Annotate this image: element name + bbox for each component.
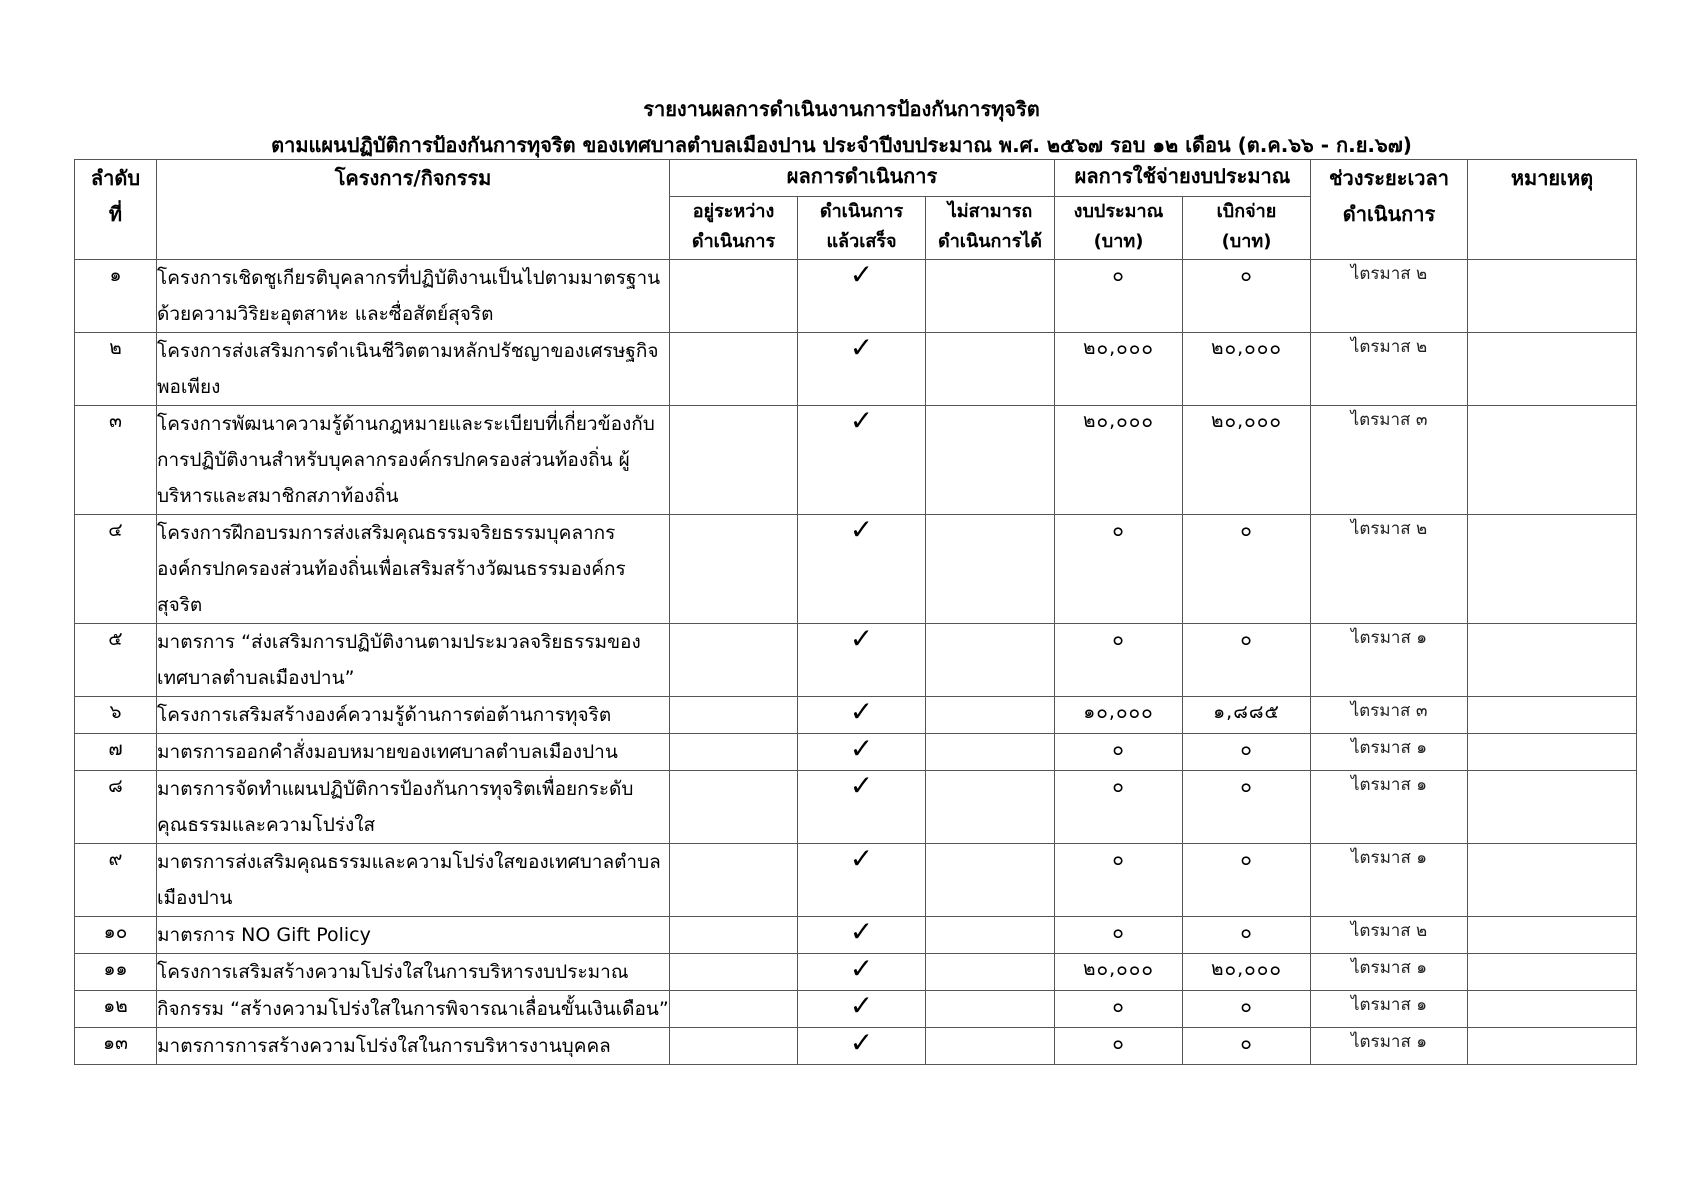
table-row — [75, 771, 1637, 844]
completed-cell — [798, 333, 926, 406]
project-name: โครงการส่งเสริมการดำเนินชีวิตตามหลักปรัชญาของเศรษฐกิจพอเพียง — [157, 333, 670, 406]
table-row — [75, 734, 1637, 771]
table-header — [75, 160, 1637, 260]
remarks-cell — [1468, 954, 1637, 991]
budget-amount: ๐ — [1055, 624, 1183, 697]
project-name: โครงการพัฒนาความรู้ด้านกฎหมายและระเบียบที่เกี่ยวข้องกับการปฏิบัติงานสำหรับบุคลากรองค์กรปกครองส่วนท้องถิ่น ผู้บริหารและสมาชิกสภาท้องถิ่น — [157, 406, 670, 515]
not-possible-cell — [926, 954, 1055, 991]
completed-cell — [798, 734, 926, 771]
spent-amount: ๐ — [1183, 624, 1311, 697]
budget-amount: ๐ — [1055, 771, 1183, 844]
completed-cell — [798, 406, 926, 515]
period-cell: ไตรมาส ๑ — [1311, 734, 1468, 771]
in-progress-cell — [670, 406, 798, 515]
remarks-cell — [1468, 1028, 1637, 1065]
spent-amount: ๐ — [1183, 1028, 1311, 1065]
not-possible-cell — [926, 734, 1055, 771]
budget-amount: ๐ — [1055, 1028, 1183, 1065]
remarks-cell — [1468, 771, 1637, 844]
check-icon: ✓ — [849, 331, 874, 364]
in-progress-cell — [670, 624, 798, 697]
project-name: มาตรการส่งเสริมคุณธรรมและความโปร่งใสของเทศบาลตำบลเมืองปาน — [157, 844, 670, 917]
budget-amount: ๐ — [1055, 991, 1183, 1028]
col-result-group-header: ผลการดำเนินการ — [670, 160, 1055, 197]
remarks-cell — [1468, 624, 1637, 697]
table-row — [75, 917, 1637, 954]
col-order-label-2: ที่ — [108, 202, 123, 226]
in-progress-cell — [670, 697, 798, 734]
completed-cell — [798, 697, 926, 734]
period-cell: ไตรมาส ๑ — [1311, 954, 1468, 991]
col-not-possible-label-2: ดำเนินการได้ — [938, 231, 1042, 252]
in-progress-cell — [670, 1028, 798, 1065]
remarks-cell — [1468, 844, 1637, 917]
col-budget-group-header: ผลการใช้จ่ายงบประมาณ — [1055, 160, 1311, 197]
col-period-header — [1311, 160, 1468, 260]
completed-cell — [798, 1028, 926, 1065]
project-name: โครงการฝึกอบรมการส่งเสริมคุณธรรมจริยธรรมบุคลากรองค์กรปกครองส่วนท้องถิ่นเพื่อเสริมสร้างวัฒนธรรมองค์กรสุจริต — [157, 515, 670, 624]
col-budget-label-2: (บาท) — [1093, 231, 1144, 252]
col-order-label-1: ลำดับ — [90, 166, 141, 190]
spent-amount: ๐ — [1183, 771, 1311, 844]
budget-amount: ๒๐,๐๐๐ — [1055, 333, 1183, 406]
remarks-cell — [1468, 734, 1637, 771]
not-possible-cell — [926, 1028, 1055, 1065]
remarks-cell — [1468, 697, 1637, 734]
row-number: ๖ — [75, 697, 157, 734]
col-not-possible-header — [926, 197, 1055, 260]
budget-amount: ๒๐,๐๐๐ — [1055, 406, 1183, 515]
project-name: มาตรการ “ส่งเสริมการปฏิบัติงานตามประมวลจริยธรรมของเทศบาลตำบลเมืองปาน” — [157, 624, 670, 697]
check-icon: ✓ — [849, 769, 874, 802]
period-cell: ไตรมาส ๒ — [1311, 917, 1468, 954]
completed-cell — [798, 771, 926, 844]
budget-amount: ๑๐,๐๐๐ — [1055, 697, 1183, 734]
remarks-cell — [1468, 991, 1637, 1028]
spent-amount: ๐ — [1183, 734, 1311, 771]
not-possible-cell — [926, 844, 1055, 917]
report-title: รายงานผลการดำเนินงานการป้องกันการทุจริต — [643, 97, 1040, 121]
col-budget-label-1: งบประมาณ — [1073, 201, 1164, 222]
report-table — [74, 159, 1637, 1065]
spent-amount: ๒๐,๐๐๐ — [1183, 333, 1311, 406]
col-not-possible-label-1: ไม่สามารถ — [947, 201, 1033, 222]
period-cell: ไตรมาส ๓ — [1311, 406, 1468, 515]
budget-amount: ๐ — [1055, 734, 1183, 771]
not-possible-cell — [926, 917, 1055, 954]
completed-cell — [798, 624, 926, 697]
row-number: ๘ — [75, 771, 157, 844]
project-name: โครงการเชิดชูเกียรติบุคลากรที่ปฏิบัติงานเป็นไปตามมาตรฐาน ด้วยความวิริยะอุตสาหะ และซื่อสัตย์สุจริต — [157, 260, 670, 333]
in-progress-cell — [670, 515, 798, 624]
period-cell: ไตรมาส ๒ — [1311, 333, 1468, 406]
period-cell: ไตรมาส ๒ — [1311, 260, 1468, 333]
in-progress-cell — [670, 844, 798, 917]
period-cell: ไตรมาส ๑ — [1311, 771, 1468, 844]
spent-amount: ๐ — [1183, 917, 1311, 954]
row-number: ๓ — [75, 406, 157, 515]
row-number: ๑๐ — [75, 917, 157, 954]
not-possible-cell — [926, 260, 1055, 333]
not-possible-cell — [926, 515, 1055, 624]
in-progress-cell — [670, 260, 798, 333]
not-possible-cell — [926, 697, 1055, 734]
check-icon: ✓ — [849, 1026, 874, 1059]
budget-amount: ๒๐,๐๐๐ — [1055, 954, 1183, 991]
check-icon: ✓ — [849, 732, 874, 765]
project-name: มาตรการ NO Gift Policy — [157, 917, 670, 954]
col-period-label-2: ดำเนินการ — [1342, 202, 1436, 226]
row-number: ๒ — [75, 333, 157, 406]
check-icon: ✓ — [849, 258, 874, 291]
check-icon: ✓ — [849, 513, 874, 546]
not-possible-cell — [926, 333, 1055, 406]
spent-amount: ๐ — [1183, 991, 1311, 1028]
completed-cell — [798, 844, 926, 917]
row-number: ๑๓ — [75, 1028, 157, 1065]
period-cell: ไตรมาส ๑ — [1311, 991, 1468, 1028]
period-cell: ไตรมาส ๒ — [1311, 515, 1468, 624]
not-possible-cell — [926, 771, 1055, 844]
check-icon: ✓ — [849, 842, 874, 875]
period-cell: ไตรมาส ๑ — [1311, 844, 1468, 917]
spent-amount: ๒๐,๐๐๐ — [1183, 954, 1311, 991]
col-completed-label-2: แล้วเสร็จ — [826, 231, 897, 252]
row-number: ๙ — [75, 844, 157, 917]
completed-cell — [798, 954, 926, 991]
table-row — [75, 697, 1637, 734]
project-name: โครงการเสริมสร้างองค์ความรู้ด้านการต่อต้านการทุจริต — [157, 697, 670, 734]
completed-cell — [798, 260, 926, 333]
row-number: ๑๒ — [75, 991, 157, 1028]
remarks-cell — [1468, 917, 1637, 954]
spent-amount: ๐ — [1183, 260, 1311, 333]
project-name: มาตรการการสร้างความโปร่งใสในการบริหารงานบุคคล — [157, 1028, 670, 1065]
not-possible-cell — [926, 406, 1055, 515]
spent-amount: ๐ — [1183, 515, 1311, 624]
table-row — [75, 406, 1637, 515]
budget-amount: ๐ — [1055, 917, 1183, 954]
col-in-progress-label-2: ดำเนินการ — [691, 231, 776, 252]
row-number: ๑๑ — [75, 954, 157, 991]
remarks-cell — [1468, 406, 1637, 515]
col-remarks-header: หมายเหตุ — [1468, 160, 1637, 260]
table-row — [75, 515, 1637, 624]
period-cell: ไตรมาส ๑ — [1311, 624, 1468, 697]
report-subtitle: ตามแผนปฏิบัติการป้องกันการทุจริต ของเทศบาลตำบลเมืองปาน ประจำปีงบประมาณ พ.ศ. ๒๕๖๗ รอบ ๑๒ เดือน (ต.ค.๖๖ - ก.ย.๖๗) — [271, 133, 1412, 157]
project-name: โครงการเสริมสร้างความโปร่งใสในการบริหารงบประมาณ — [157, 954, 670, 991]
row-number: ๗ — [75, 734, 157, 771]
remarks-cell — [1468, 515, 1637, 624]
remarks-cell — [1468, 260, 1637, 333]
budget-amount: ๐ — [1055, 515, 1183, 624]
completed-cell — [798, 515, 926, 624]
completed-cell — [798, 991, 926, 1028]
spent-amount: ๑,๘๘๕ — [1183, 697, 1311, 734]
spent-amount: ๒๐,๐๐๐ — [1183, 406, 1311, 515]
table-row — [75, 954, 1637, 991]
completed-cell — [798, 917, 926, 954]
table-row — [75, 260, 1637, 333]
project-name: กิจกรรม “สร้างความโปร่งใสในการพิจารณาเลื่อนขั้นเงินเดือน” — [157, 991, 670, 1028]
table-body — [75, 260, 1637, 1065]
col-in-progress-header — [670, 197, 798, 260]
project-name: มาตรการออกคำสั่งมอบหมายของเทศบาลตำบลเมืองปาน — [157, 734, 670, 771]
period-cell: ไตรมาส ๓ — [1311, 697, 1468, 734]
remarks-cell — [1468, 333, 1637, 406]
col-project-header: โครงการ/กิจกรรม — [157, 160, 670, 260]
budget-amount: ๐ — [1055, 260, 1183, 333]
check-icon: ✓ — [849, 989, 874, 1022]
spent-amount: ๐ — [1183, 844, 1311, 917]
row-number: ๕ — [75, 624, 157, 697]
check-icon: ✓ — [849, 695, 874, 728]
project-name: มาตรการจัดทำแผนปฏิบัติการป้องกันการทุจริตเพื่อยกระดับคุณธรรมและความโปร่งใส — [157, 771, 670, 844]
row-number: ๔ — [75, 515, 157, 624]
col-completed-label-1: ดำเนินการ — [819, 201, 904, 222]
row-number: ๑ — [75, 260, 157, 333]
in-progress-cell — [670, 917, 798, 954]
col-order-header — [75, 160, 157, 260]
col-spent-header — [1183, 197, 1311, 260]
col-budget-header — [1055, 197, 1183, 260]
in-progress-cell — [670, 333, 798, 406]
table-row — [75, 991, 1637, 1028]
not-possible-cell — [926, 624, 1055, 697]
check-icon: ✓ — [849, 404, 874, 437]
not-possible-cell — [926, 991, 1055, 1028]
in-progress-cell — [670, 734, 798, 771]
col-completed-header — [798, 197, 926, 260]
in-progress-cell — [670, 954, 798, 991]
budget-amount: ๐ — [1055, 844, 1183, 917]
period-cell: ไตรมาส ๑ — [1311, 1028, 1468, 1065]
col-spent-label-2: (บาท) — [1221, 231, 1272, 252]
table-row — [75, 624, 1637, 697]
col-spent-label-1: เบิกจ่าย — [1216, 201, 1277, 222]
check-icon: ✓ — [849, 952, 874, 985]
table-row — [75, 333, 1637, 406]
check-icon: ✓ — [849, 915, 874, 948]
check-icon: ✓ — [849, 622, 874, 655]
in-progress-cell — [670, 991, 798, 1028]
in-progress-cell — [670, 771, 798, 844]
col-period-label-1: ช่วงระยะเวลา — [1328, 166, 1450, 190]
table-row — [75, 1028, 1637, 1065]
table-row — [75, 844, 1637, 917]
col-in-progress-label-1: อยู่ระหว่าง — [692, 201, 775, 222]
